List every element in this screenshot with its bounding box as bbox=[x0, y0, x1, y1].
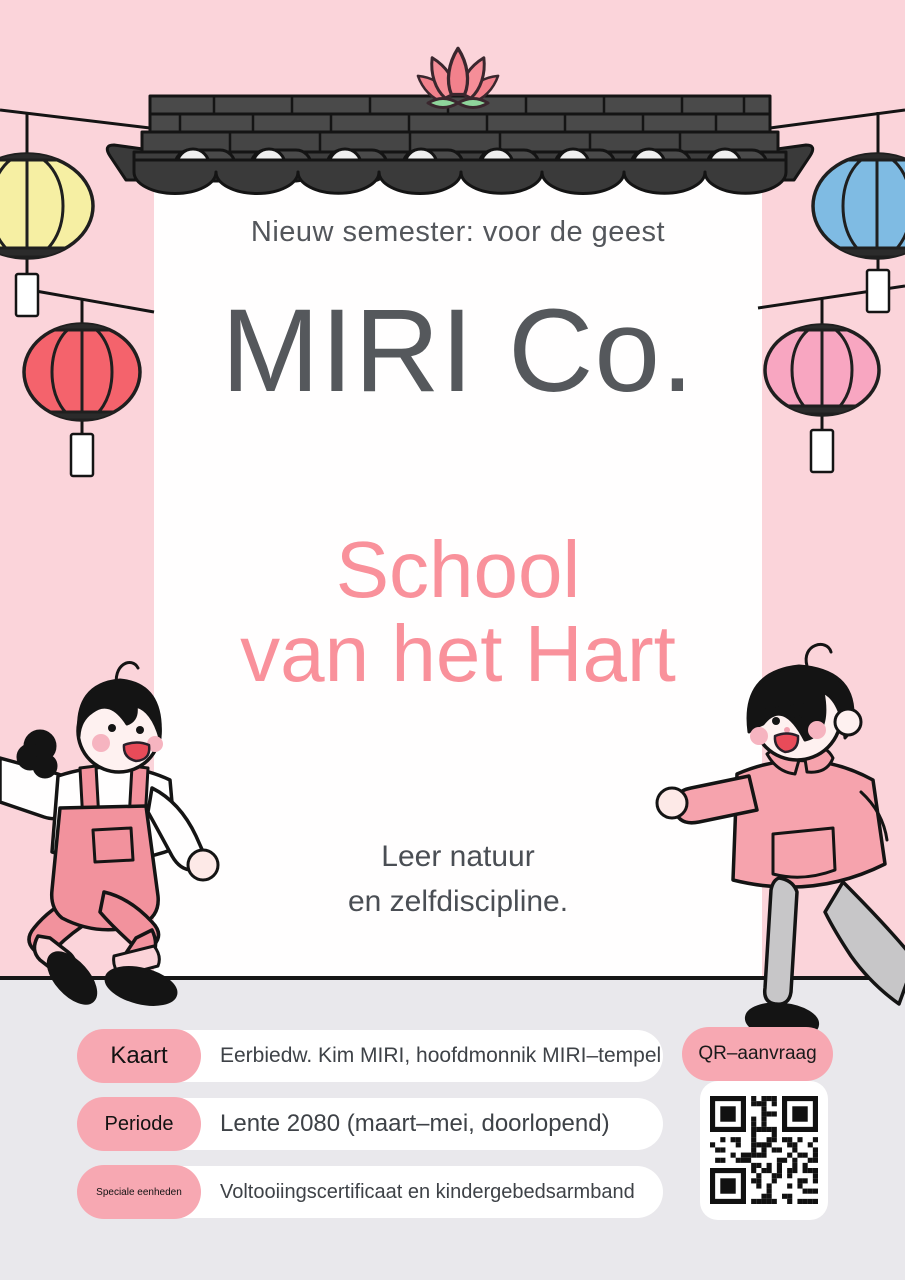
subtitle-line2: en zelfdiscipline. bbox=[347, 885, 569, 918]
girl-head bbox=[18, 662, 163, 777]
info-row-value: Voltooiingscertificaat en kindergebedsarmband bbox=[220, 1180, 635, 1203]
main-title-line2: van het Hart bbox=[240, 609, 676, 698]
qr-code bbox=[710, 1096, 818, 1204]
qr-label-pill: QR–aanvraag bbox=[682, 1027, 833, 1081]
info-row-label-pill: Speciale eenheden bbox=[77, 1165, 201, 1219]
boy-head bbox=[748, 644, 861, 760]
info-row-periode bbox=[80, 1098, 663, 1150]
pink-lantern-icon bbox=[756, 322, 888, 472]
main-title-line1: School bbox=[335, 525, 581, 614]
qr-card bbox=[700, 1081, 828, 1220]
red-lantern-icon bbox=[14, 322, 150, 476]
qr-code-pattern bbox=[710, 1096, 818, 1204]
yellow-lantern-icon bbox=[0, 151, 104, 316]
brand-title: MIRI Co. bbox=[221, 285, 695, 417]
blue-lantern-icon bbox=[803, 151, 905, 312]
info-row-value: Eerbiedw. Kim MIRI, hoofdmonnik MIRI–tempel bbox=[220, 1044, 662, 1067]
info-row-speciale-eenheden bbox=[80, 1166, 663, 1218]
tagline: Nieuw semester: voor de geest bbox=[250, 216, 666, 248]
subtitle-line1: Leer natuur bbox=[381, 840, 535, 873]
ground-line bbox=[0, 976, 905, 980]
main-title bbox=[154, 525, 762, 698]
info-row-label-pill: Kaart bbox=[77, 1029, 201, 1083]
info-row-value: Lente 2080 (maart–mei, doorlopend) bbox=[220, 1110, 610, 1137]
lotus-icon bbox=[413, 48, 502, 107]
info-row-label-pill: Periode bbox=[77, 1097, 201, 1151]
subtitle bbox=[154, 834, 762, 924]
info-row-kaart bbox=[80, 1030, 663, 1082]
